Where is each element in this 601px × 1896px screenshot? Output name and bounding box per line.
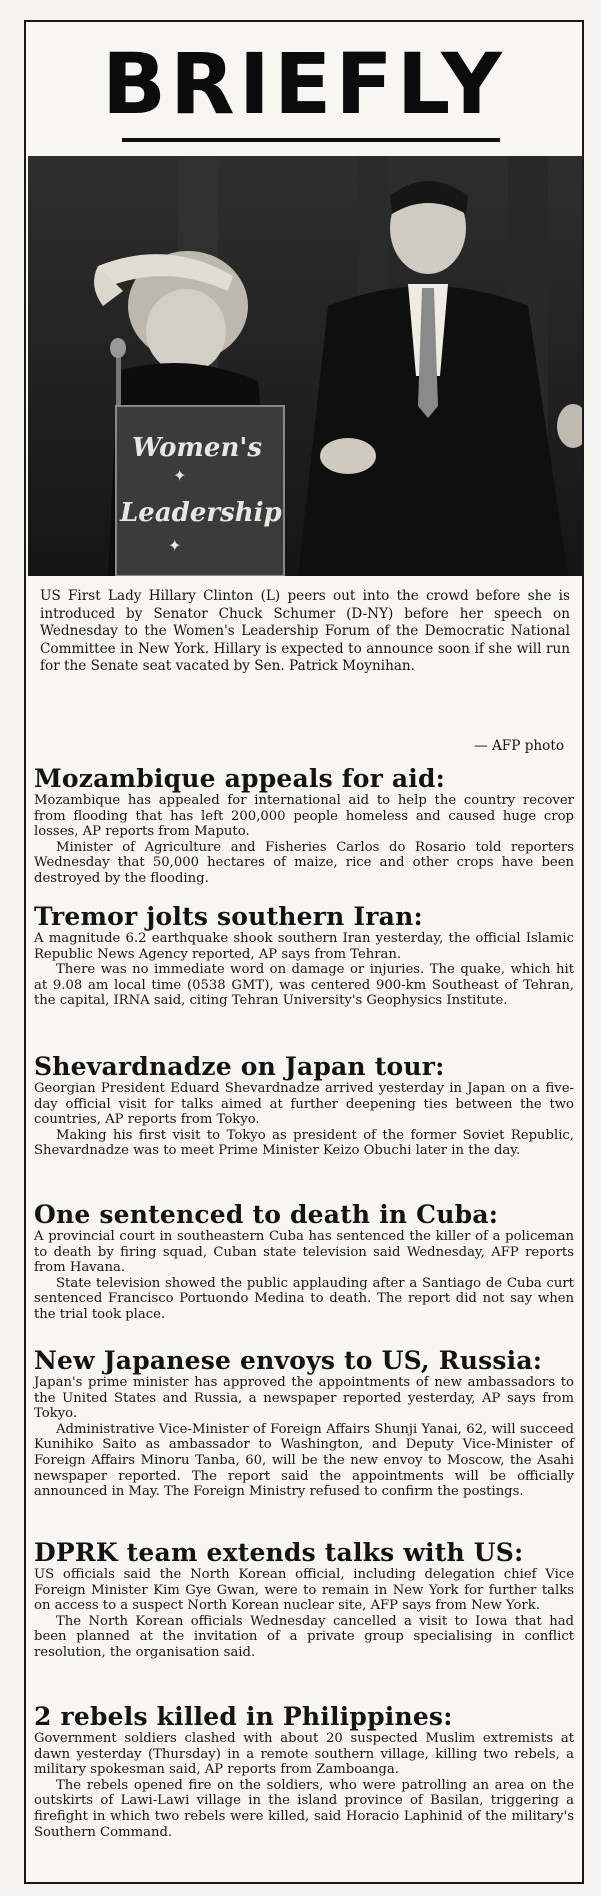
story-headline: Tremor jolts southern Iran:	[34, 902, 423, 931]
story-headline: Mozambique appeals for aid:	[34, 764, 446, 793]
story-paragraph: Georgian President Eduard Shevardnadze arrived yesterday in Japan on a five-day official visit for talks aimed at further deepening ties between the two countries, AP reports from Tokyo.	[34, 1081, 574, 1128]
story-headline: 2 rebels killed in Philippines:	[34, 1702, 453, 1731]
podium-sign-line2: Leadership	[120, 498, 282, 528]
story-dprk	[34, 1538, 574, 1661]
story-mozambique	[34, 764, 574, 887]
story-paragraph: A provincial court in southeastern Cuba has sentenced the killer of a policeman to death by firing squad, Cuban state television said Wednesday, AFP reports from Havana.	[34, 1229, 574, 1276]
photo-credit: — AFP photo	[474, 738, 564, 754]
story-paragraph: Government soldiers clashed with about 20 suspected Muslim extremists at dawn yesterday (Thursday) in a remote southern village, killing two rebels, a military spokesman said, AP reports from Zamboanga.	[34, 1731, 574, 1778]
story-paragraph: US officials said the North Korean official, including delegation chief Vice Foreign Minister Kim Gye Gwan, were to remain in New York for further talks on access to a suspect North Korean nuclear site, AFP says from New York.	[34, 1567, 574, 1614]
story-cuba	[34, 1200, 574, 1323]
story-headline: One sentenced to death in Cuba:	[34, 1200, 499, 1229]
story-paragraph: Making his first visit to Tokyo as president of the former Soviet Republic, Shevardnadze was to meet Prime Minister Keizo Obuchi later in the day.	[34, 1127, 574, 1159]
story-paragraph: A magnitude 6.2 earthquake shook southern Iran yesterday, the official Islamic Republic News Agency reported, AP says from Tehran.	[34, 931, 574, 962]
briefly-column	[24, 20, 584, 1884]
story-headline: New Japanese envoys to US, Russia:	[34, 1346, 543, 1375]
masthead-rule	[122, 138, 500, 142]
story-paragraph: State television showed the public applauding after a Santiago de Cuba curt sentenced Francisco Portuondo Medina to death. The report did not say when the trial took place.	[34, 1275, 574, 1322]
story-paragraph: The rebels opened fire on the soldiers, who were patrolling an area on the outskirts of Lawi-Lawi village in the island province of Basilan, triggering a firefight in which two rebels were killed, said Horacio Laphinid of the military's Southern Command.	[34, 1777, 574, 1840]
news-photo	[28, 156, 584, 576]
story-paragraph: Minister of Agriculture and Fisheries Carlos do Rosario told reporters Wednesday that 50,000 hectares of maize, rice and other crops have been destroyed by the flooding.	[34, 839, 574, 886]
star-icon: ✦	[173, 466, 187, 485]
story-iran	[34, 902, 574, 1009]
story-paragraph: The North Korean officials Wednesday cancelled a visit to Iowa that had been planned at the invitation of a private group specialising in conflict resolution, the organisation said.	[34, 1613, 574, 1660]
story-philippines	[34, 1702, 574, 1840]
story-headline: Shevardnadze on Japan tour:	[34, 1052, 445, 1081]
story-paragraph: Mozambique has appealed for international aid to help the country recover from flooding that has left 200,000 people homeless and caused huge crop losses, AP reports from Maputo.	[34, 793, 574, 840]
page-title: BRIEFLY	[102, 35, 506, 133]
story-paragraph: Japan's prime minister has approved the appointments of new ambassadors to the United States and Russia, a newspaper reported yesterday, AP says from Tokyo.	[34, 1375, 574, 1422]
story-headline: DPRK team extends talks with US:	[34, 1538, 524, 1567]
news-photo-image	[28, 156, 584, 576]
photo-caption: US First Lady Hillary Clinton (L) peers out into the crowd before she is introduced by Senator Chuck Schumer (D-NY) before her speech on Wednesday to the Women's Leadership Forum of the Democratic National Committee in New York. Hillary is expected to announce soon if she will run for the Senate seat vacated by Sen. Patrick Moynihan.	[40, 588, 570, 674]
story-paragraph: Administrative Vice-Minister of Foreign Affairs Shunji Yanai, 62, will succeed Kunihiko Saito as ambassador to Washington, and Deputy Vice-Minister of Foreign Affairs Minoru Tanba, 60, will be the new envoy to Moscow, the Asahi newspaper reported. The report said the appointments will be officially announced in May. The Foreign Ministry refused to confirm the postings.	[34, 1421, 574, 1500]
masthead	[26, 22, 582, 154]
podium-sign-line1: Women's	[132, 433, 262, 463]
star-icon: ✦	[168, 536, 182, 555]
story-paragraph: There was no immediate word on damage or injuries. The quake, which hit at 9.08 am local time (0538 GMT), was centered 900-km Southeast of Tehran, the capital, IRNA said, citing Tehran University's Geophysics Institute.	[34, 962, 574, 1009]
story-japanese-envoys	[34, 1346, 574, 1500]
story-shevardnadze	[34, 1052, 574, 1159]
